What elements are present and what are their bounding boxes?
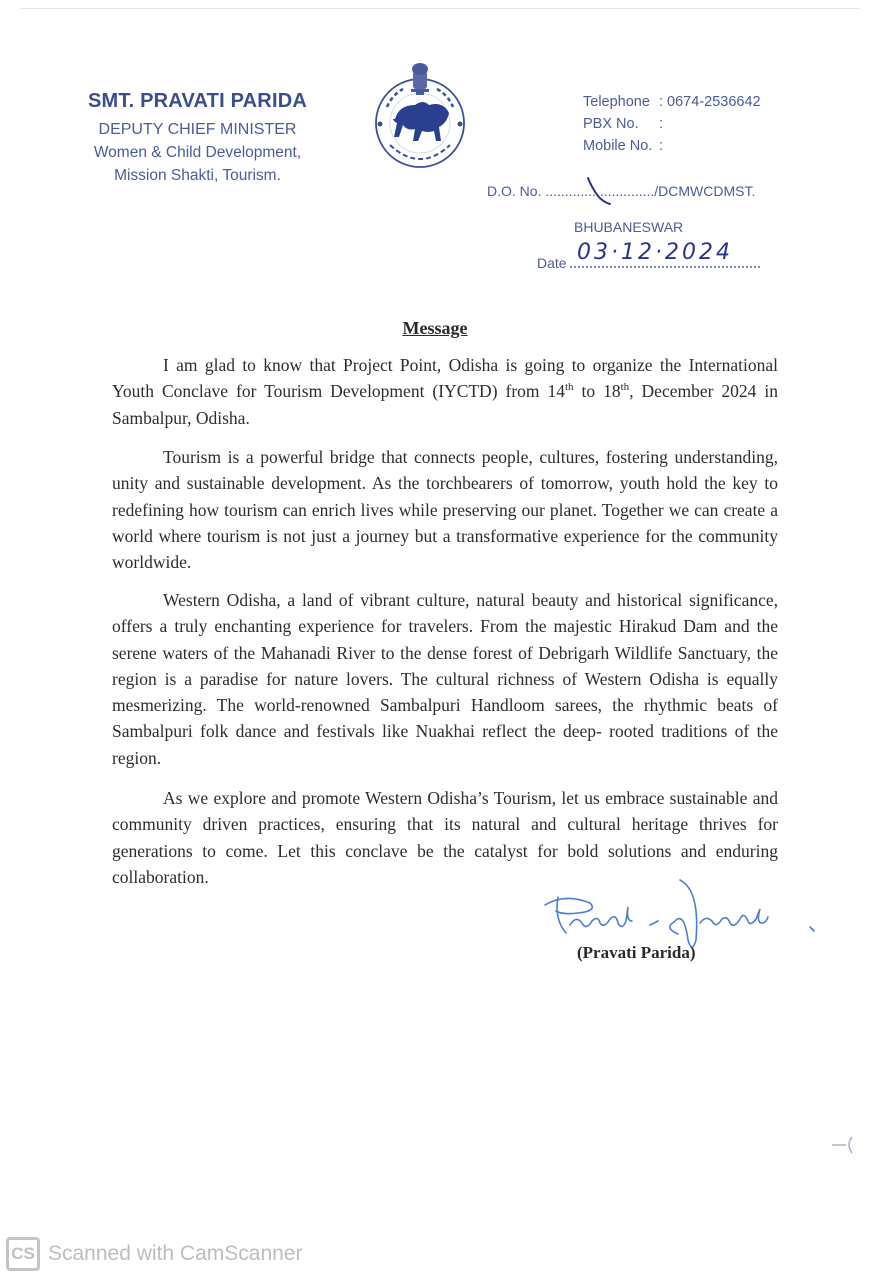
pbx-label: PBX No. — [583, 116, 639, 132]
do-number — [487, 183, 755, 199]
telephone-value: : 0674-2536642 — [659, 94, 761, 110]
signatory-name: (Pravati Parida) — [577, 943, 696, 962]
date-label: Date — [537, 255, 567, 271]
do-dots-right: ................/DCMWCDMST. — [592, 183, 756, 199]
pbx-row — [583, 113, 761, 135]
do-dots-left: ............ — [545, 183, 593, 199]
handwritten-slash-mark — [585, 176, 615, 206]
mobile-label: Mobile No. — [583, 138, 653, 154]
camscanner-watermark — [6, 1237, 302, 1271]
date-dotted-line — [570, 266, 760, 268]
do-label: D.O. No. — [487, 183, 542, 199]
sender-portfolio-line-2: Mission Shakti, Tourism. — [114, 167, 281, 184]
odisha-government-emblem-icon — [365, 57, 475, 172]
telephone-label: Telephone — [583, 94, 650, 110]
telephone-row — [583, 91, 761, 113]
contact-info — [583, 91, 761, 157]
message-heading: Message — [402, 318, 468, 338]
message-paragraph-3: Western Odisha, a land of vibrant culture, natural beauty and historical significance, offers a truly enchanting experience for travelers. From the majestic Hirakud Dam and the serene waters of the Mahanadi River to the dense forest of Debrigarh Wildlife Sanctuary, the region is a paradise for nature lovers. The cultural richness of Western Odisha is equally mesmerizing. The world-renowned Sambalpuri Handloom sarees, the rhythmic beats of Sambalpuri folk dance and festivals like Nuakhai reflect the deep- rooted traditions of the region. — [112, 590, 778, 768]
date-value-handwritten: 03·12·2024 — [577, 240, 733, 265]
message-paragraph-2: Tourism is a powerful bridge that connects people, cultures, fostering understanding, unity and sustainable development. As the torchbearers of tomorrow, youth hold the key to redefining how tourism can enrich lives while preserving our planet. Together we can create a world where tourism is not just a journey but a transformative experience for the community worldwide. — [112, 447, 778, 573]
message-paragraph-1: I am glad to know that Project Point, Odisha is going to organize the International Youth Conclave for Tourism Development (IYCTD) from 14th to 18th, December 2024 in Sambalpur, Odisha. — [112, 355, 778, 428]
pbx-value: : — [659, 116, 664, 132]
sender-name: SMT. PRAVATI PARIDA — [88, 90, 307, 112]
scan-edge-mark — [830, 1135, 858, 1155]
message-paragraph-4: As we explore and promote Western Odisha’s Tourism, let us embrace sustainable and community driven practices, ensuring that its natural and cultural heritage thrives for generations to come. Let this conclave be the catalyst for bold solutions and enduring collaboration. — [112, 788, 778, 887]
city: BHUBANESWAR — [574, 219, 684, 235]
letterhead-sender — [60, 90, 335, 185]
sender-title: DEPUTY CHIEF MINISTER — [98, 121, 297, 138]
scan-top-edge — [20, 8, 860, 9]
mobile-value: : — [659, 138, 664, 154]
sender-portfolio-line-1: Women & Child Development, — [93, 144, 302, 161]
watermark-text: Scanned with CamScanner — [48, 1242, 303, 1265]
camscanner-logo-icon: CS — [6, 1237, 40, 1271]
mobile-row — [583, 135, 761, 157]
